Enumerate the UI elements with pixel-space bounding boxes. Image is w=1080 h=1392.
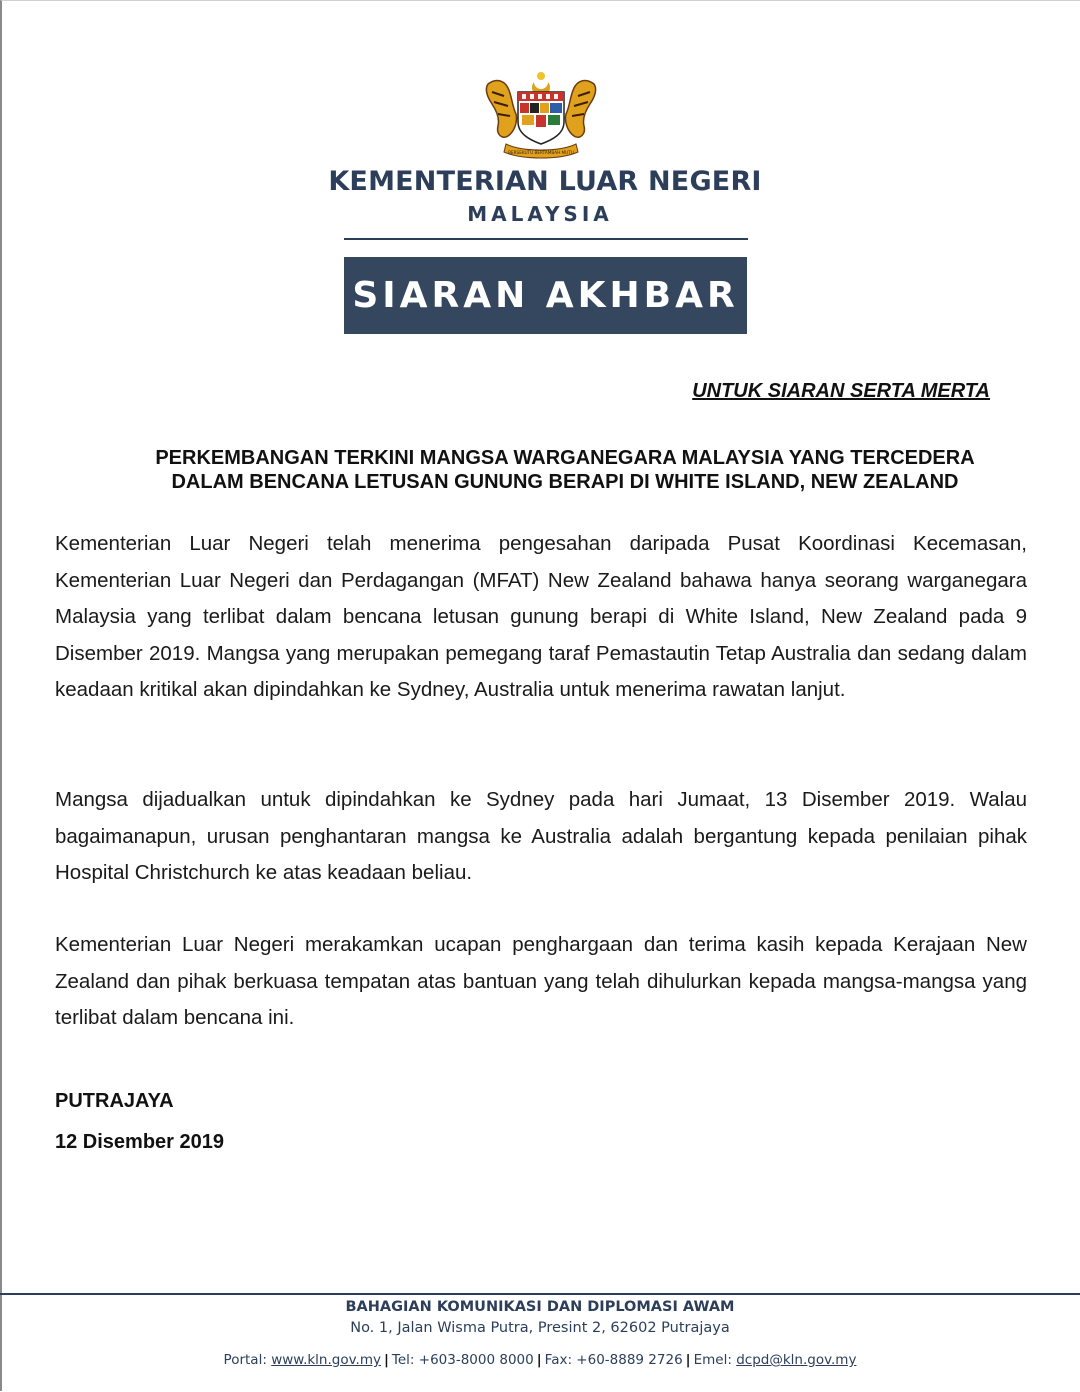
telephone: Tel: +603-8000 8000 <box>391 1352 534 1368</box>
body-paragraph-2: Mangsa dijadualkan untuk dipindahkan ke Sydney pada hari Jumaat, 13 Disember 2019. Walau bagaimanapun, urusan penghantaran mangsa ke Australia adalah bergantung kepada penilaian pihak Hospital Christchurch ke atas keadaan beliau. <box>55 788 1027 884</box>
fax: Fax: +60-8889 2726 <box>544 1352 683 1368</box>
left-tiger-icon <box>486 81 516 138</box>
dateline-place: PUTRAJAYA <box>55 1090 174 1112</box>
headline <box>110 446 1020 494</box>
headline-line-2: DALAM BENCANA LETUSAN GUNUNG BERAPI DI WHITE ISLAND, NEW ZEALAND <box>171 471 959 493</box>
banner-title: SIARAN AKHBAR <box>352 275 739 316</box>
right-tiger-icon <box>565 81 595 138</box>
press-release-banner <box>344 257 747 334</box>
star-icon <box>537 72 545 80</box>
separator: | <box>536 1352 542 1368</box>
separator: | <box>383 1352 389 1368</box>
email-link[interactable]: dcpd@kln.gov.my <box>736 1352 857 1368</box>
body-paragraph-1: Kementerian Luar Negeri telah menerima pengesahan daripada Pusat Koordinasi Kecemasan, Kementerian Luar Negeri dan Perdagangan (MFAT) New Zealand bahawa hanya seorang warganegara Malaysia yang terlibat dalam bencana letusan gunung berapi di White Island, New Zealand pada 9 Disember 2019. Mangsa yang merupakan pemegang taraf Pemastautin Tetap Australia dan sedang dalam keadaan kritikal akan dipindahkan ke Sydney, Australia untuk menerima rawatan lanjut. <box>55 532 1027 701</box>
footer-address: No. 1, Jalan Wisma Putra, Presint 2, 62602 Putrajaya <box>350 1320 730 1336</box>
body-paragraph-3: Kementerian Luar Negeri merakamkan ucapan penghargaan dan terima kasih kepada Kerajaan New Zealand dan pihak berkuasa tempatan atas bantuan yang telah dihulurkan kepada mangsa-mangsa yang terlibat dalam bencana ini. <box>55 933 1027 1029</box>
separator: | <box>685 1352 691 1368</box>
footer-divider <box>0 1293 1080 1295</box>
crest-motto: BERSEKUTU BERTAMBAH MUTU <box>508 150 574 155</box>
footer-division-name: BAHAGIAN KOMUNIKASI DAN DIPLOMASI AWAM <box>345 1299 735 1315</box>
country-name: MALAYSIA <box>467 202 613 226</box>
portal-label: Portal: <box>223 1352 267 1368</box>
ministry-name: KEMENTERIAN LUAR NEGERI <box>328 166 762 197</box>
embargo-notice: UNTUK SIARAN SERTA MERTA <box>692 380 990 402</box>
headline-line-1: PERKEMBANGAN TERKINI MANGSA WARGANEGARA MALAYSIA YANG TERCEDERA <box>155 447 975 469</box>
coat-of-arms-icon <box>482 70 600 162</box>
header-divider <box>344 238 748 240</box>
email-label: Emel: <box>693 1352 732 1368</box>
footer-contact-line <box>0 1352 1080 1368</box>
portal-link[interactable]: www.kln.gov.my <box>271 1352 381 1368</box>
dateline-date: 12 Disember 2019 <box>55 1131 225 1153</box>
